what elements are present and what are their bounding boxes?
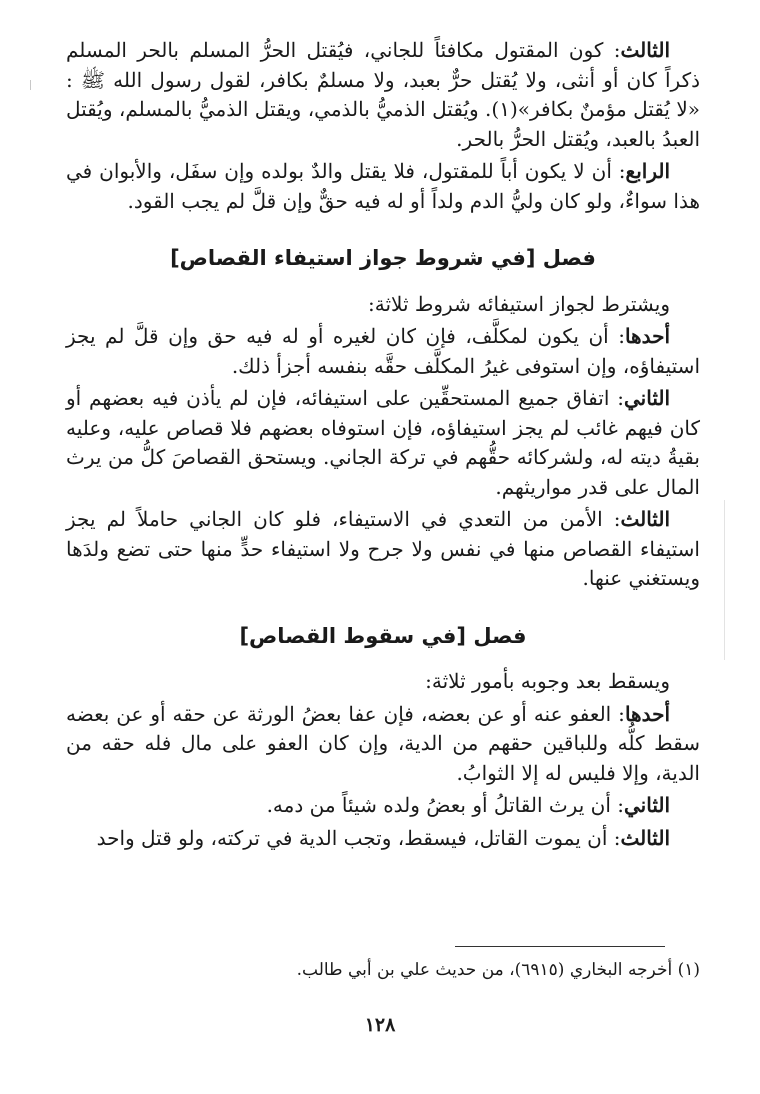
paragraph-lead: الثالث xyxy=(620,38,670,62)
footnote: (١) أخرجه البخاري (٦٩١٥)، من حديث علي بن أبي طالب. xyxy=(296,960,700,980)
section-heading-waiver: فصل [في سقوط القصاص] xyxy=(239,623,527,648)
paragraph-lead: الثالث xyxy=(620,507,670,531)
paragraph-lead: الثاني xyxy=(623,793,670,817)
paragraph-lead: الثالث xyxy=(620,825,670,850)
section-intro: ويسقط بعد وجوبه بأمور ثلاثة: xyxy=(425,669,670,693)
page-number: ١٢٨ xyxy=(364,1014,396,1036)
footnote-divider xyxy=(455,946,665,947)
paragraph-lead: أحدها xyxy=(624,324,670,348)
paragraph-text: : أن يرث القاتلُ أو بعضُ ولده شيئاً من دمه. xyxy=(266,793,624,817)
paragraph-text: : العفو عنه أو عن بعضه، فإن عفا بعضُ الورثة عن حقه أو عن بعضه سقط كلُّه وللباقين حقهم من الدية، وإن كان العفو على مال فله حقه من الدية، وإلا فليس له إلا الثوابُ. xyxy=(66,701,700,785)
paragraph-lead: أحدها xyxy=(624,701,670,726)
section-heading-conditions: فصل [في شروط جواز استيفاء القصاص] xyxy=(170,246,596,270)
paragraph-second xyxy=(66,791,700,821)
paragraph-first xyxy=(66,700,700,789)
paragraph-text: : كون المقتول مكافئاً للجاني، فيُقتل الحرُّ المسلم بالحر المسلم ذكراً كان أو أنثى، ولا يُقتل حرٌّ بعبد، ولا مسلمٌ بكافر، لقول رسول الله ﷺ : «لا يُقتل مؤمنٌ بكافر»(١). ويُقتل الذميُّ بالذمي، ويقتل الذميُّ بالمسلم، ويُقتل العبدُ بالعبد، ويُقتل الحرُّ بالحر. xyxy=(66,38,700,151)
paragraph-third xyxy=(66,505,700,594)
page-body xyxy=(66,36,700,856)
paragraph-text: : الأمن من التعدي في الاستيفاء، فلو كان الجاني حاملاً لم يجز استيفاء القصاص منها في نفس ولا جرح ولا استيفاء حدٍّ منها حتى تضع ولدَها ويستغني عنها. xyxy=(66,507,700,590)
paragraph-third xyxy=(66,824,700,854)
scan-artifact xyxy=(724,500,725,660)
paragraph-text: : أن يموت القاتل، فيسقط، وتجب الدية في تركته، ولو قتل واحد xyxy=(96,825,621,850)
section-intro: ويشترط لجواز استيفائه شروط ثلاثة: xyxy=(368,291,670,316)
scan-artifact xyxy=(30,80,31,90)
paragraph-text: : أن لا يكون أباً للمقتول، فلا يقتل والدٌ بولده وإن سفَل، والأبوان في هذا سواءٌ، ولو كان وليُّ الدم ولداً أو له فيه حقٌّ وإن قلَّ لم يجب القود. xyxy=(66,159,700,213)
paragraph-text: : أن يكون لمكلَّف، فإن كان لغيره أو له فيه حق وإن قلَّ لم يجز استيفاؤه، وإن استوفى غيرُ المكلَّف حقَّه بنفسه أجزأ ذلك. xyxy=(66,324,700,378)
paragraph-lead: الرابع xyxy=(625,159,670,183)
paragraph-second xyxy=(66,384,700,502)
paragraph-third-condition xyxy=(66,36,700,154)
paragraph-fourth-condition xyxy=(66,157,700,216)
paragraph-text: : اتفاق جميع المستحقِّين على استيفائه، فإن لم يأذن فيه بعضهم أو كان فيهم غائب لم يجز استيفاؤه، فإن استوفاه بعضهم فلا قصاص عليه، وعليه بقيةُ ديته له، ولشركائه حقُّهم في تركة الجاني. ويستحق القصاصَ كلُّ من يرث المال على قدر مواريثهم. xyxy=(66,386,700,499)
paragraph-lead: الثاني xyxy=(623,386,670,410)
paragraph-first xyxy=(66,322,700,381)
